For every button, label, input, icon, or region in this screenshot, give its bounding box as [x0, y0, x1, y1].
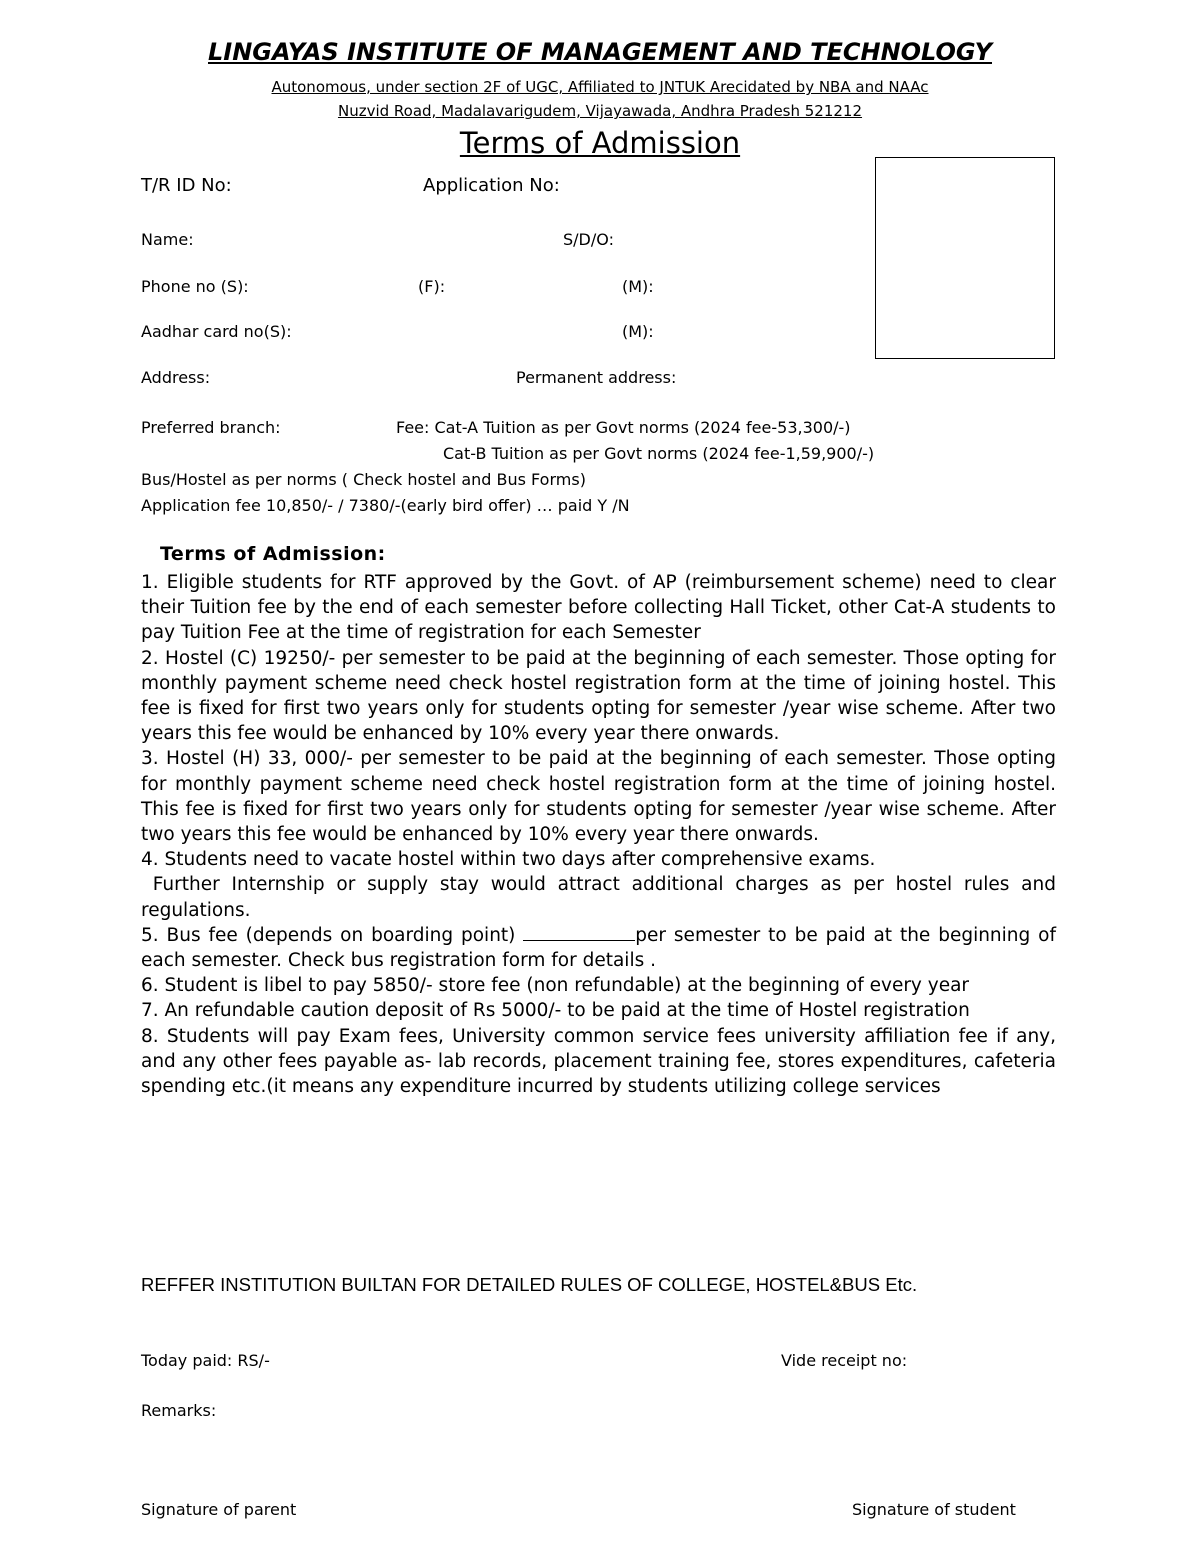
- phone-student-label: Phone no (S):: [141, 277, 249, 296]
- terms-item-4: 4. Students need to vacate hostel within two days after comprehensive exams.: [141, 849, 876, 871]
- permanent-address-label: Permanent address:: [516, 368, 677, 387]
- terms-item-5: [141, 923, 1056, 973]
- phone-father-label: (F):: [418, 277, 446, 296]
- terms-heading: Terms of Admission:: [160, 543, 386, 565]
- address-label: Address:: [141, 368, 211, 387]
- institute-name: LINGAYAS INSTITUTE OF MANAGEMENT AND TECHNOLOGY: [208, 38, 992, 66]
- terms-list: [141, 570, 1062, 1099]
- terms-item-7: 7. An refundable caution deposit of Rs 5000/- to be paid at the time of Hostel registration: [141, 1000, 970, 1022]
- vide-receipt-label: Vide receipt no:: [781, 1351, 908, 1370]
- fee-cat-a: Fee: Cat-A Tuition as per Govt norms (2024 fee-53,300/-): [396, 418, 851, 437]
- terms-item-5-end: per semester to be paid at the beginning of each semester. Check bus registration form for details .: [141, 924, 1056, 972]
- aadhar-student-label: Aadhar card no(S):: [141, 322, 292, 341]
- document-title: Terms of Admission: [459, 126, 741, 160]
- sdo-label: S/D/O:: [563, 230, 614, 249]
- refer-bulletin-note: REFFER INSTITUTION BUILTAN FOR DETAILED RULES OF COLLEGE, HOSTEL&BUS Etc.: [141, 1274, 918, 1295]
- application-fee-note: Application fee 10,850/- / 7380/-(early bird offer) … paid Y /N: [141, 496, 630, 515]
- remarks-label: Remarks:: [141, 1401, 217, 1420]
- bus-fee-blank-line: [523, 925, 635, 941]
- institute-address: Nuzvid Road, Madalavarigudem, Vijayawada, Andhra Pradesh 521212: [337, 102, 863, 120]
- bus-hostel-note: Bus/Hostel as per norms ( Check hostel and Bus Forms): [141, 470, 586, 489]
- institute-accreditation: Autonomous, under section 2F of UGC, Affiliated to JNTUK Arecidated by NBA and NAAc: [271, 78, 929, 96]
- application-no-label: Application No:: [423, 175, 560, 196]
- terms-item-4-continued: Further Internship or supply stay would attract additional charges as per hostel rules and regulations.: [141, 874, 1062, 921]
- tr-id-label: T/R ID No:: [141, 175, 232, 196]
- parent-signature-label: Signature of parent: [141, 1500, 297, 1519]
- aadhar-mother-label: (M):: [622, 322, 654, 341]
- fee-cat-b: Cat-B Tuition as per Govt norms (2024 fee-1,59,900/-): [443, 444, 875, 463]
- terms-item-1: 1. Eligible students for RTF approved by the Govt. of AP (reimbursement scheme) need to clear their Tuition fee by the end of each semester before collecting Hall Ticket, other Cat-A students to pay Tuition Fee at the time of registration for each Semester: [141, 572, 1056, 644]
- photo-placeholder-box: [875, 157, 1055, 359]
- terms-item-6: 6. Student is libel to pay 5850/- store fee (non refundable) at the beginning of every year: [141, 975, 970, 997]
- today-paid-label: Today paid: RS/-: [141, 1351, 270, 1370]
- student-signature-label: Signature of student: [852, 1500, 1016, 1519]
- terms-item-2: 2. Hostel (C) 19250/- per semester to be paid at the beginning of each semester. Those opting for monthly payment scheme need check hostel registration form at the time of joining hostel. This fee is fixed for first two years only for students opting for semester /year wise scheme. After two years this fee would be enhanced by 10% every year there onwards.: [141, 647, 1056, 745]
- preferred-branch-label: Preferred branch:: [141, 418, 281, 437]
- terms-item-3: 3. Hostel (H) 33, 000/- per semester to be paid at the beginning of each semester. Those opting for monthly payment scheme need check hostel registration form at the time of joining hostel. This fee is fixed for first two years only for students opting for semester /year wise scheme. After two years this fee would be enhanced by 10% every year there onwards.: [141, 748, 1056, 846]
- name-label: Name:: [141, 230, 194, 249]
- terms-item-5-start: 5. Bus fee (depends on boarding point): [141, 924, 524, 946]
- terms-item-8: 8. Students will pay Exam fees, University common service fees university affiliation fee if any, and any other fees payable as- lab records, placement training fee, stores expenditures, cafeteria spending etc.(it means any expenditure incurred by students utilizing college services: [141, 1025, 1056, 1098]
- phone-mother-label: (M):: [622, 277, 654, 296]
